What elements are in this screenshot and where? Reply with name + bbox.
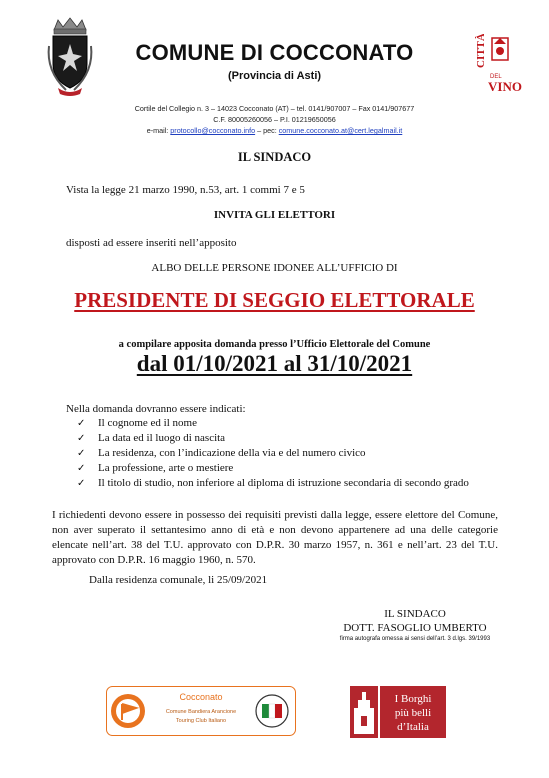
checkmark-icon: ✓ xyxy=(77,478,86,489)
vino-logo-mid-text: DEL xyxy=(490,74,502,80)
bandiera-line1: Comune Bandiera Arancione xyxy=(165,709,237,715)
address-line: Cortile del Collegio n. 3 – 14023 Cocconato (AT) – tel. 0141/907007 – Fax 0141/907677 xyxy=(134,104,415,113)
email-label: e-mail: xyxy=(146,126,169,135)
fiscal-line: C.F. 80005260056 – P.I. 01219650056 xyxy=(213,115,336,124)
period-dates: dal 01/10/2021 al 31/10/2021 xyxy=(136,351,413,376)
bandiera-name: Cocconato xyxy=(179,692,223,702)
instruction-text: a compilare apposita domanda presso l’Ufficio Elettorale del Comune xyxy=(118,339,431,350)
notice-heading: IL SINDACO xyxy=(237,150,312,164)
list-item xyxy=(77,461,497,476)
signature-name: DOTT. FASOGLIO UMBERTO xyxy=(343,622,487,634)
list-item-text: Il titolo di studio, non inferiore al diploma di istruzione secondaria di secondo grado xyxy=(98,477,469,489)
signature-note: firma autografa omessa ai sensi dell’art. 3 d.lgs. 39/1993 xyxy=(339,636,491,642)
bandiera-arancione-badge xyxy=(106,686,296,736)
pec-label: – pec: xyxy=(257,126,277,135)
signature-role: IL SINDACO xyxy=(384,608,446,620)
list-item-text: La residenza, con l’indicazione della via e del numero civico xyxy=(98,447,366,459)
borghi-line3: d’Italia xyxy=(397,721,429,733)
bandiera-line2: Touring Club Italiano xyxy=(175,718,227,724)
email-line xyxy=(0,126,549,135)
invite-text: INVITA GLI ELETTORI xyxy=(213,209,336,221)
list-item xyxy=(77,416,497,431)
required-items-list xyxy=(77,416,497,491)
disposed-text: disposti ad essere inseriti nell’apposito xyxy=(66,237,237,249)
role-title: PRESIDENTE DI SEGGIO ELETTORALE xyxy=(74,288,475,312)
email-link[interactable]: protocollo@cocconato.info xyxy=(170,126,256,135)
list-item xyxy=(77,476,497,491)
list-item-text: La professione, arte o mestiere xyxy=(98,462,234,474)
list-intro: Nella domanda dovranno essere indicati: xyxy=(66,403,246,415)
borghi-line1: I Borghi xyxy=(394,693,432,705)
list-item xyxy=(77,446,497,461)
list-item-text: La data ed il luogo di nascita xyxy=(98,432,226,444)
pec-link[interactable]: comune.cocconato.at@cert.legalmail.it xyxy=(278,126,403,135)
checkmark-icon: ✓ xyxy=(77,463,86,474)
checkmark-icon: ✓ xyxy=(77,418,86,429)
law-reference: Vista la legge 21 marzo 1990, n.53, art. 1 commi 7 e 5 xyxy=(66,184,305,196)
borghi-line2: più belli xyxy=(394,707,432,719)
requirements-paragraph: I richiedenti devono essere in possesso dei requisiti previsti dalla legge, essere elettore del Comune, non aver superato il settantesimo anno di età e non devono appartenere ad una delle categorie elencate nell’art. 38 del T.U. approvato con D.P.R. 30 marzo 1957, n. 361 e nell’art. 23 del T.U. approvato con D.P.R. 16 maggio 1960, n. 570. xyxy=(52,509,498,566)
province-subtitle: (Provincia di Asti) xyxy=(227,70,322,82)
vino-logo-top-text: CITTÀ xyxy=(475,34,487,68)
checkmark-icon: ✓ xyxy=(77,448,86,459)
albo-text: ALBO DELLE PERSONE IDONEE ALL’UFFICIO DI xyxy=(151,262,398,274)
borghi-piu-belli-logo xyxy=(350,686,446,738)
list-item xyxy=(77,431,497,446)
vino-logo-bottom-text: VINO xyxy=(488,79,522,94)
page-title: COMUNE DI COCCONATO xyxy=(135,40,414,65)
place-date: Dalla residenza comunale, li 25/09/2021 xyxy=(89,574,268,586)
list-item-text: Il cognome ed il nome xyxy=(98,417,197,429)
checkmark-icon: ✓ xyxy=(77,433,86,444)
